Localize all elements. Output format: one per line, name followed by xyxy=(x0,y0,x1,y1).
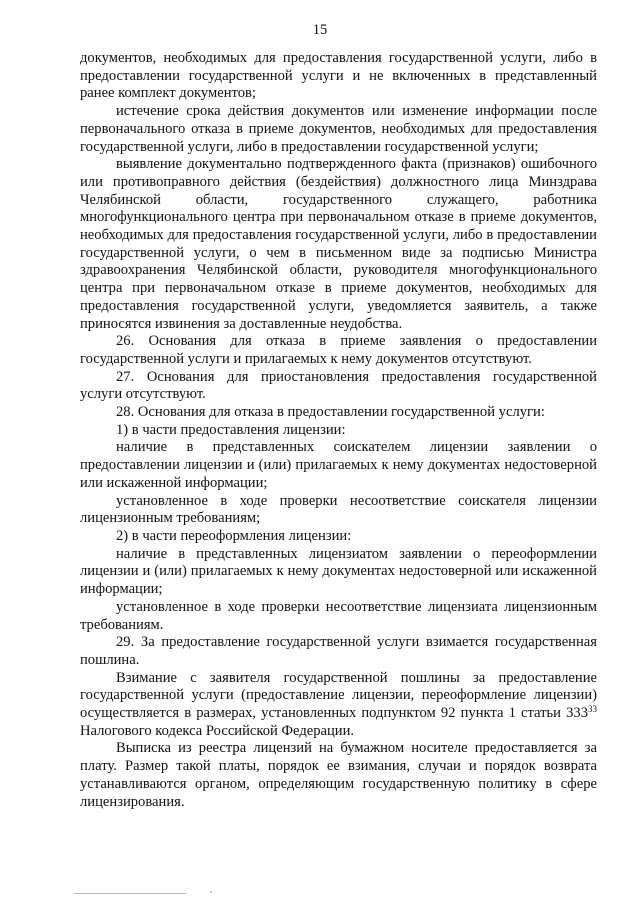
paragraph-28: 28. Основания для отказа в предоставлении государственной услуги: xyxy=(116,404,545,421)
document-body xyxy=(80,50,597,811)
scan-mark xyxy=(210,891,212,893)
paragraph-28-1-a: наличие в представленных соискателем лицензии заявлении о предоставлении лицензии и (или) прилагаемых к нему документах недостоверной или искаженной информации; xyxy=(80,439,597,491)
paragraph-28-1-b: установленное в ходе проверки несоответствие соискателя лицензии лицензионным требованиям; xyxy=(80,492,597,527)
footnote-separator xyxy=(74,893,186,894)
paragraph-28-2-a: наличие в представленных лицензиатом заявлении о переоформлении лицензии и (или) прилагаемых к нему документах недостоверной или искаженной информации; xyxy=(80,545,597,598)
paragraph-29-extract: Выписка из реестра лицензий на бумажном носителе предоставляется за плату. Размер такой платы, порядок ее взимания, случаи и порядок возврата устанавливаются органом, определяющим государственную политику в сфере лицензирования. xyxy=(80,740,597,810)
paragraph-29: 29. За предоставление государственной услуги взимается государственная пошлина. xyxy=(80,634,597,668)
paragraph-28-2-b: установленное в ходе проверки несоответствие лицензиата лицензионным требованиям. xyxy=(80,598,597,633)
paragraph-29-fee-tail: Налогового кодекса Российской Федерации. xyxy=(80,722,355,739)
paragraph-28-1: 1) в части предоставления лицензии: xyxy=(116,421,346,438)
paragraph-29-fee-text: Взимание с заявителя государственной пошлины за предоставление государственной услуги (предоставление лицензии, переоформление лицензии) осуществляется в размерах, установленных подпунктом 92 пункта 1 статьи 333 xyxy=(80,669,597,722)
footnote-superscript: 33 xyxy=(588,704,597,715)
paragraph-1: истечение срока действия документов или изменение информации после первоначального отказа в приеме документов, необходимых для предоставления государственной услуги, либо в предоставлении государственной услуги; xyxy=(80,103,597,155)
paragraph-29-fee xyxy=(80,670,597,741)
paragraph-0: документов, необходимых для предоставления государственной услуги, либо в предоставлении государственной услуги и не включенных в представленный ранее комплект документов; xyxy=(80,50,597,102)
paragraph-26: 26. Основания для отказа в приеме заявления о предоставлении государственной услуги и прилагаемых к нему документов отсутствуют. xyxy=(80,333,597,367)
page-number: 15 xyxy=(312,22,328,38)
paragraph-2: выявление документально подтвержденного факта (признаков) ошибочного или противоправного действия (бездействия) должностного лица Минздрава Челябинской области, государственного служащего, работника многофункционального центра при первоначальном отказе в приеме документов, необходимых для предоставления государственной услуги, либо в предоставлении государственной услуги, о чем в письменном виде за подписью Министра здравоохранения Челябинской области, руководителя многофункционального центра при первоначальном отказе в приеме документов, необходимых для предоставления государственной услуги, уведомляется заявитель, а также приносятся извинения за доставленные неудобства. xyxy=(80,156,597,332)
paragraph-27: 27. Основания для приостановления предоставления государственной услуги отсутствуют. xyxy=(80,368,597,403)
paragraph-28-2: 2) в части переоформления лицензии: xyxy=(116,527,352,544)
